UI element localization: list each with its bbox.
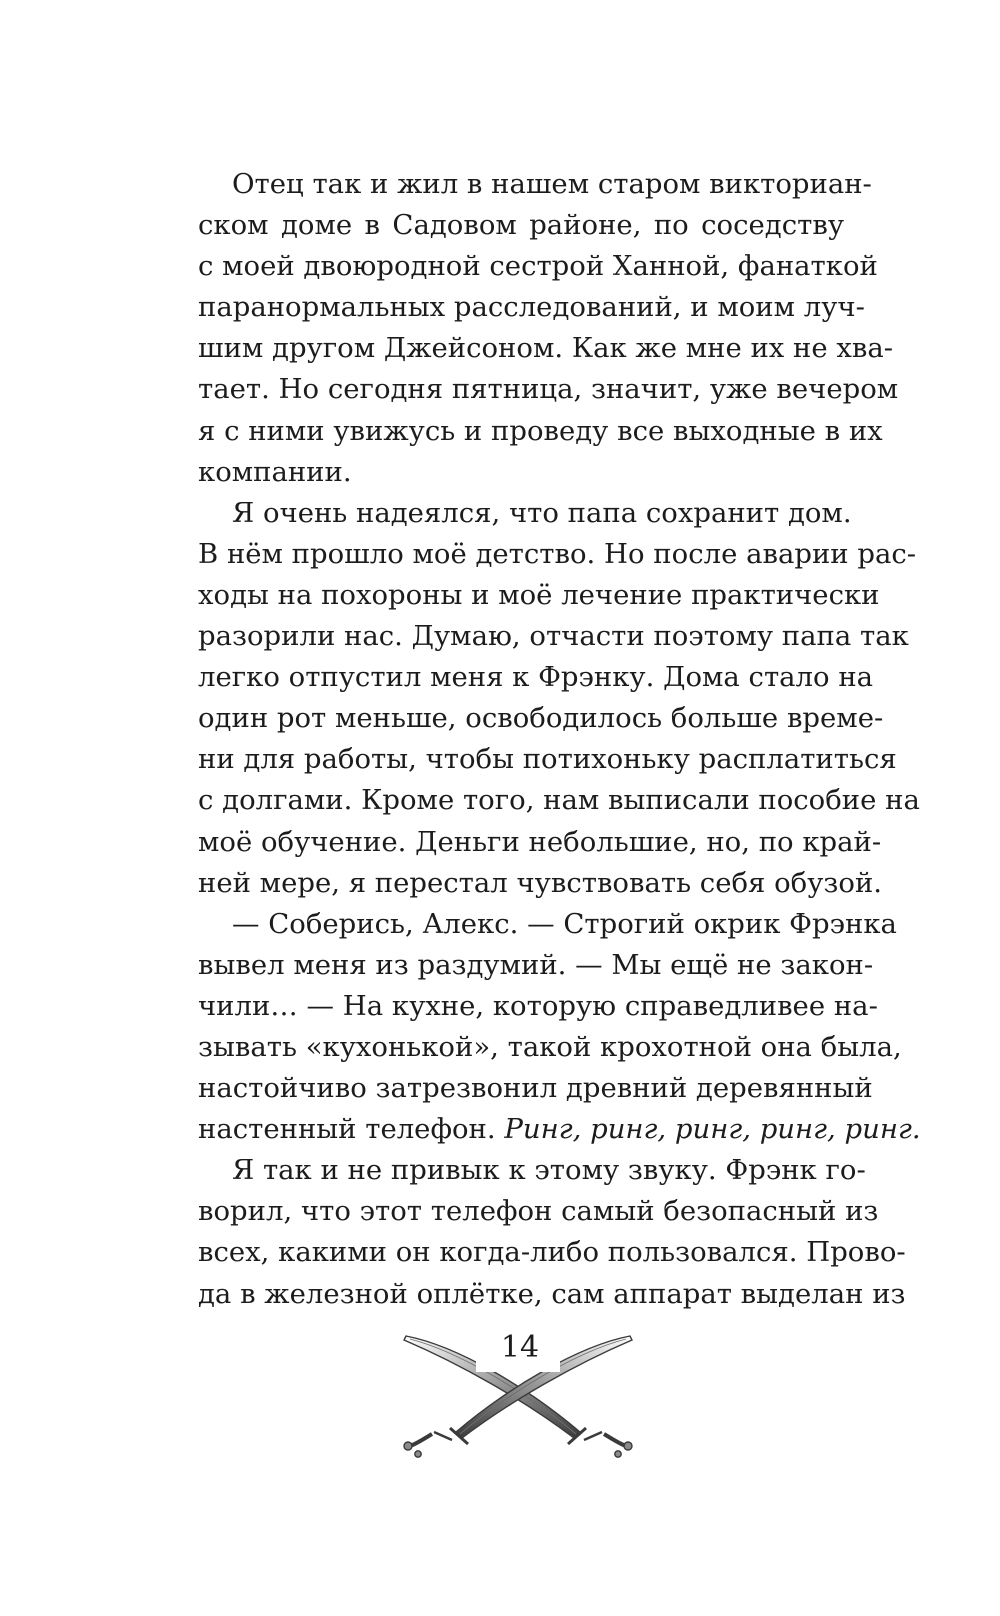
text-line: ни для работы, чтобы потихоньку расплатиться — [198, 743, 897, 776]
text-line: моё обучение. Деньги небольшие, но, по край- — [198, 825, 882, 858]
text-line: паранормальных расследований, и моим луч- — [198, 291, 865, 324]
text-line: всех, какими он когда-либо пользовался. Прово- — [198, 1236, 906, 1269]
text-line: настойчиво затрезвонил древний деревянный — [198, 1072, 873, 1105]
text-line: — Соберись, Алекс. — Строгий окрик Фрэнка — [232, 907, 897, 940]
line-roman: настенный телефон. — [198, 1113, 496, 1146]
text-line: Отец так и жил в нашем старом викториан- — [232, 168, 872, 200]
text-line: ходы на похороны и моё лечение практически — [198, 578, 880, 611]
line-italic: Ринг, ринг, ринг, ринг, ринг. — [504, 1113, 921, 1146]
text-line: легко отпустил меня к Фрэнку. Дома стало на — [198, 661, 874, 694]
page-number: 14 — [500, 1330, 540, 1365]
text-line: Я так и не привык к этому звуку. Фрэнк го- — [232, 1154, 866, 1187]
text-line: компании. — [198, 455, 352, 488]
text-line: В нём прошло моё детство. Но после аварии рас- — [198, 537, 917, 570]
text-line: вывел меня из раздумий. — Мы ещё не закон- — [198, 948, 874, 981]
text-line: с моей двоюродной сестрой Ханной, фанаткой — [198, 250, 878, 283]
text-line: ней мере, я перестал чувствовать себя обузой. — [198, 866, 883, 899]
text-line — [198, 1109, 921, 1150]
text-line: Я очень надеялся, что папа сохранит дом. — [232, 496, 852, 529]
text-line: шим другом Джейсоном. Как же мне их не хва- — [198, 332, 894, 365]
body-text — [198, 164, 921, 1315]
text-line: чили… — На кухне, которую справедливее на- — [198, 989, 878, 1022]
text-line: тает. Но сегодня пятница, значит, уже вечером — [198, 373, 899, 406]
text-line: да в железной оплётке, сам аппарат выделан из — [198, 1277, 906, 1310]
text-line: с долгами. Кроме того, нам выписали пособие на — [198, 784, 920, 817]
text-line: разорили нас. Думаю, отчасти поэтому папа так — [198, 620, 909, 653]
text-line: ворил, что этот телефон самый безопасный из — [198, 1195, 879, 1228]
text-line: один рот меньше, освободилось больше време- — [198, 702, 884, 735]
text-line: я с ними увижусь и проведу все выходные в их — [198, 414, 883, 447]
text-line: ском доме в Садовом районе, по соседству — [198, 209, 844, 242]
text-line: зывать «кухонькой», такой крохотной она была, — [198, 1030, 902, 1063]
